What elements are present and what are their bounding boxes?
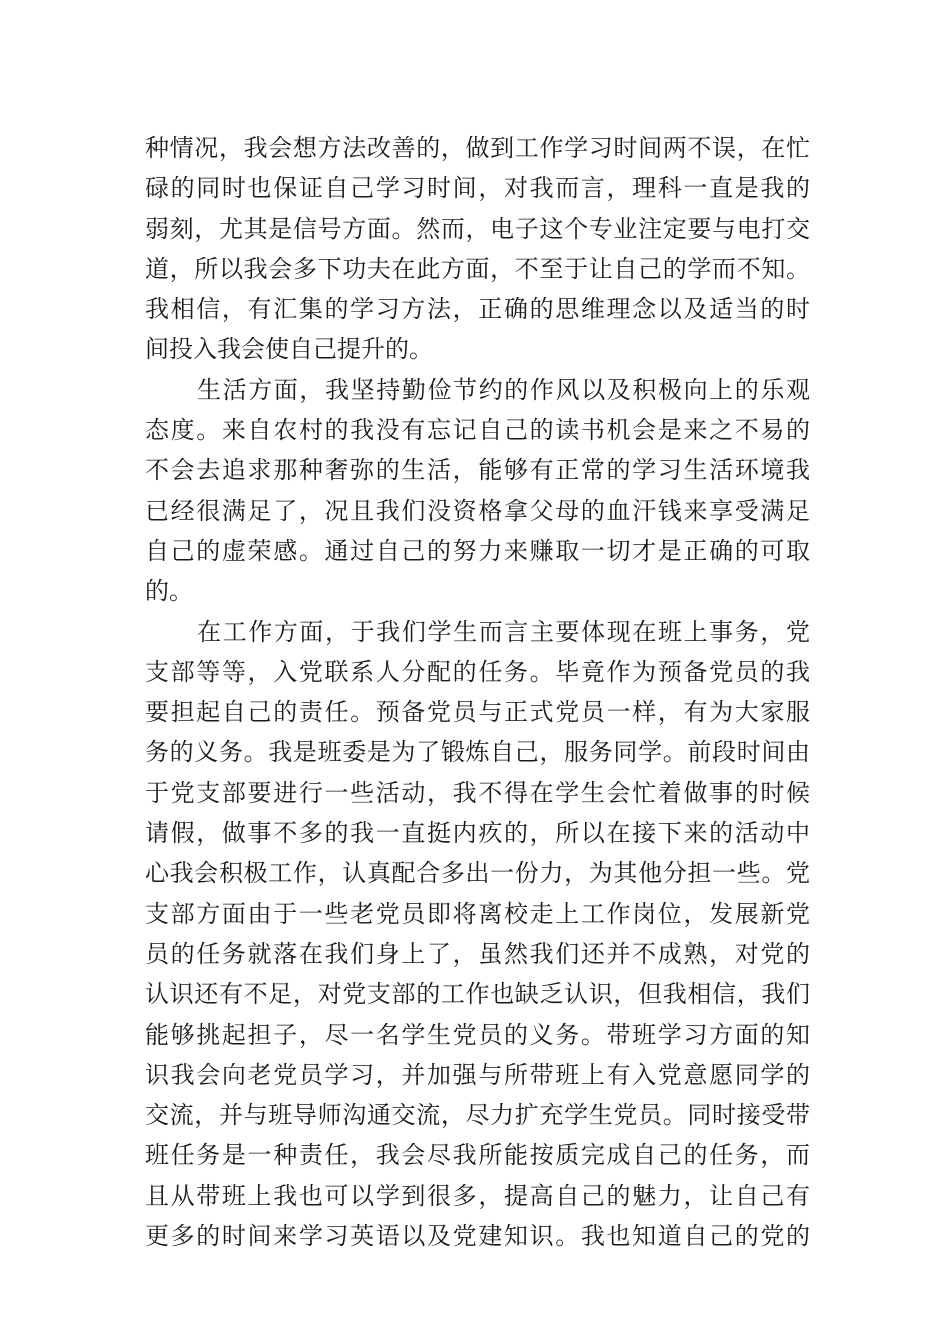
text-line: 弱刻，尤其是信号方面。然而，电子这个专业注定要与电打交 (145, 214, 810, 243)
text-line: 支部方面由于一些老党员即将离校走上工作岗位，发展新党 (145, 899, 810, 928)
paragraph-3 (145, 612, 810, 1257)
text-line: 支部等等，入党联系人分配的任务。毕竟作为预备党员的我 (145, 657, 810, 686)
document-body (145, 128, 810, 1256)
text-line: 不会去追求那种奢弥的生活，能够有正常的学习生活环境我 (145, 456, 810, 485)
text-line: 且从带班上我也可以学到很多，提高自己的魅力，让自己有 (145, 1181, 810, 1210)
text-line: 于党支部要进行一些活动，我不得在学生会忙着做事的时候 (145, 778, 810, 807)
text-line: 我相信，有汇集的学习方法，正确的思维理念以及适当的时 (145, 295, 810, 324)
text-line: 请假，做事不多的我一直挺内疚的，所以在接下来的活动中 (145, 819, 810, 848)
text-line: 已经很满足了，况且我们没资格拿父母的血汗钱来享受满足 (145, 496, 810, 525)
text-line: 在工作方面，于我们学生而言主要体现在班上事务，党 (197, 617, 810, 646)
text-line: 心我会积极工作，认真配合多出一份力，为其他分担一些。党 (145, 859, 810, 888)
text-line: 自己的虚荣感。通过自己的努力来赚取一切才是正确的可取 (145, 536, 810, 565)
paragraph-2 (145, 370, 810, 612)
text-line: 的。 (145, 577, 193, 606)
text-line: 间投入我会使自己提升的。 (145, 335, 433, 364)
text-line: 识我会向老党员学习，并加强与所带班上有入党意愿同学的 (145, 1060, 810, 1089)
paragraph-1 (145, 128, 810, 370)
text-line: 认识还有不足，对党支部的工作也缺乏认识，但我相信，我们 (145, 980, 810, 1009)
text-line: 态度。来自农村的我没有忘记自己的读书机会是来之不易的 (145, 416, 810, 445)
text-line: 能够挑起担子，尽一名学生党员的义务。带班学习方面的知 (145, 1020, 810, 1049)
text-line: 碌的同时也保证自己学习时间，对我而言，理科一直是我的 (145, 174, 810, 203)
text-line: 员的任务就落在我们身上了，虽然我们还并不成熟，对党的 (145, 939, 810, 968)
text-line: 种情况，我会想方法改善的，做到工作学习时间两不误，在忙 (145, 134, 810, 162)
text-line: 交流，并与班导师沟通交流，尽力扩充学生党员。同时接受带 (145, 1101, 810, 1130)
text-line: 生活方面，我坚持勤俭节约的作风以及积极向上的乐观 (197, 375, 810, 404)
text-line: 务的义务。我是班委是为了锻炼自己，服务同学。前段时间由 (145, 738, 810, 767)
text-line: 道，所以我会多下功夫在此方面，不至于让自己的学而不知。 (145, 254, 810, 283)
text-line: 班任务是一种责任，我会尽我所能按质完成自己的任务，而 (145, 1141, 810, 1170)
text-line: 更多的时间来学习英语以及党建知识。我也知道自己的党的 (145, 1222, 810, 1251)
text-line: 要担起自己的责任。预备党员与正式党员一样，有为大家服 (145, 698, 810, 727)
